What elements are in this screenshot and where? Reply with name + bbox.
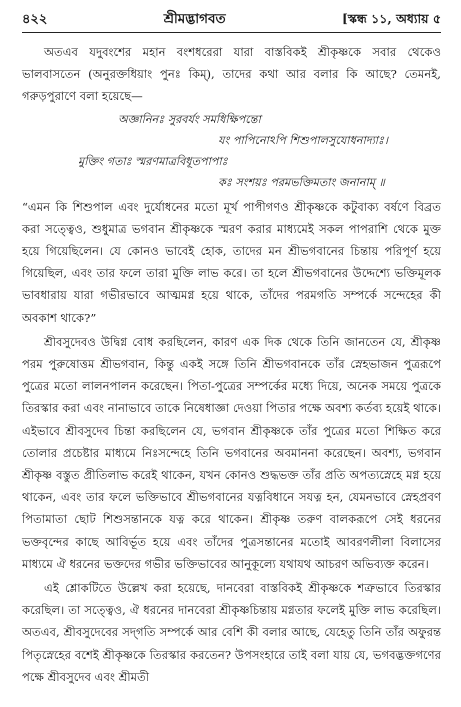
intro-paragraph: অতএব যদুবংশের মহান বংশধরেরা যারা বাস্তবিকই শ্রীকৃষ্ণকে সবার থেকেও ভালবাসতেন (অনুরক্তধিয়াং পুনঃ কিম্), তাদের কথা আর বলার কি আছে? তেমনই, গরুড়পুরাণে বলা হয়েছে— — [22, 45, 441, 104]
verse-line-3: মুক্তিং গতাঃ স্মরণমাত্রবিধূতপাপাঃ — [78, 154, 228, 168]
page-header — [22, 8, 441, 30]
page-number: ৪২২ — [22, 12, 48, 27]
verse-line-2: যং পাপিনোঽপি শিশুপালসুযোধনাদ্যাঃ। — [218, 133, 389, 147]
header-divider — [22, 32, 441, 33]
section-reference: [স্কন্ধ ১১, অধ্যায় ৫ — [341, 11, 441, 26]
verse-line-1: অজ্ঞানিনঃ সুরবর্যং সমধিক্ষিপন্তো — [118, 112, 261, 126]
sanskrit-verse — [22, 109, 441, 193]
verse-line-4: কঃ সংশয়ঃ পরমভক্তিমতাং জনানাম্ ॥ — [218, 175, 385, 189]
translation-quote: “এমন কি শিশুপাল এবং দুর্যোধনের মতো মূর্খ পাপীগণও শ্রীকৃষ্ণকে কটুবাক্য বর্ষণে বিব্রত করা সত্ত্বেও, শুধুমাত্র ভগবান শ্রীকৃষ্ণকে স্মরণ করার মাধ্যমেই সকল পাপরাশি থেকে মুক্ত হয়ে গিয়েছিলেন। যে কোনও ভাবেই হোক, তাদের মন শ্রীভগবানের চিন্তায় পরিপূর্ণ হয়ে গিয়েছিল, এবং তার ফলে তারা মুক্তি লাভ করে। তা হলে শ্রীভগবানের উদ্দেশ্যে ভক্তিমূলক ভাবধারায় যারা গভীরভাবে আত্মমগ্ন হয়ে থাকে, তাঁদের পরমগতি সম্পর্কে সন্দেহের কী অবকাশ থাকে?” — [22, 199, 441, 325]
book-title: শ্রীমদ্ভাগবত — [163, 11, 226, 27]
conclusion-paragraph: এই শ্লোকটিতে উল্লেখ করা হয়েছে, দানবেরা বাস্তবিকই শ্রীকৃষ্ণকে শত্রুভাবে তিরস্কার করেছিল। তা সত্ত্বেও, ঐ ধরনের দানবেরা শ্রীকৃষ্ণচিন্তায় মগ্নতার ফলেই মুক্তি লাভ করেছিল। অতএব, শ্রীবসুদেবের সদ্‌গতি সম্পর্কে আর বেশি কী বলার আছে, যেহেতু তিনি তাঁর অফুরন্ত পিতৃস্নেহের বশেই শ্রীকৃষ্ণকে তিরস্কার করতেন? উপসংহারে তাই বলা যায় যে, ভগবদ্ভক্তগণের পক্ষে শ্রীবসুদেব এবং শ্রীমতী — [22, 581, 441, 684]
purport-paragraph: শ্রীবসুদেবও উদ্বিগ্ন বোধ করছিলেন, কারণ এক দিক থেকে তিনি জানতেন যে, শ্রীকৃষ্ণ পরম পুরুষোত্তম শ্রীভগবান, কিন্তু একই সঙ্গে তিনি শ্রীভগবানকে তাঁর স্নেহভাজন পুত্ররূপে পুত্রের মতো লালনপালন করেছেন। পিতা-পুত্রের সম্পর্কের মধ্যে দিয়ে, অনেক সময়ে পুত্রকে তিরস্কার করা এবং নানাভাবে তাকে নিষেধাজ্ঞা দেওয়া পিতার পক্ষে অবশ্য কর্তব্য হয়েই থাকে। এইভাবে শ্রীবসুদেব চিন্তা করছিলেন যে, ভগবান শ্রীকৃষ্ণকে তাঁর পুত্রের মতো শিক্ষিত করে তোলার প্রচেষ্টার মাধ্যমে নিঃসন্দেহে তিনি ভগবানের অবমাননা করেছেন। অবশ্য, ভগবান শ্রীকৃষ্ণ বস্তুত প্রীতিলাভ করেই থাকেন, যখন কোনও শুদ্ধভক্ত তাঁর প্রতি অপত্যস্নেহে মগ্ন হয়ে থাকেন, এবং তার ফলে ভক্তিভাবে শ্রীভগবানের যত্নবিধানে সযত্ন হন, যেমনভাবে স্নেহপ্রবণ পিতামাতা ছোট শিশুসন্তানকে যত্ন করে থাকেন। শ্রীকৃষ্ণ তরুণ বালকরূপে সেই ধরনের ভক্তবৃন্দের কাছে আবির্ভূত হয়ে এবং তাঁদের পুত্রসন্তানের মতোই আবরণলীলা বিলাসের মাধ্যমে ঐ ধরনের ভক্তদের গভীর ভক্তিভাবের আনুকূল্যে যথাযথ আচরণ অভিব্যক্ত করেন। — [22, 334, 441, 571]
